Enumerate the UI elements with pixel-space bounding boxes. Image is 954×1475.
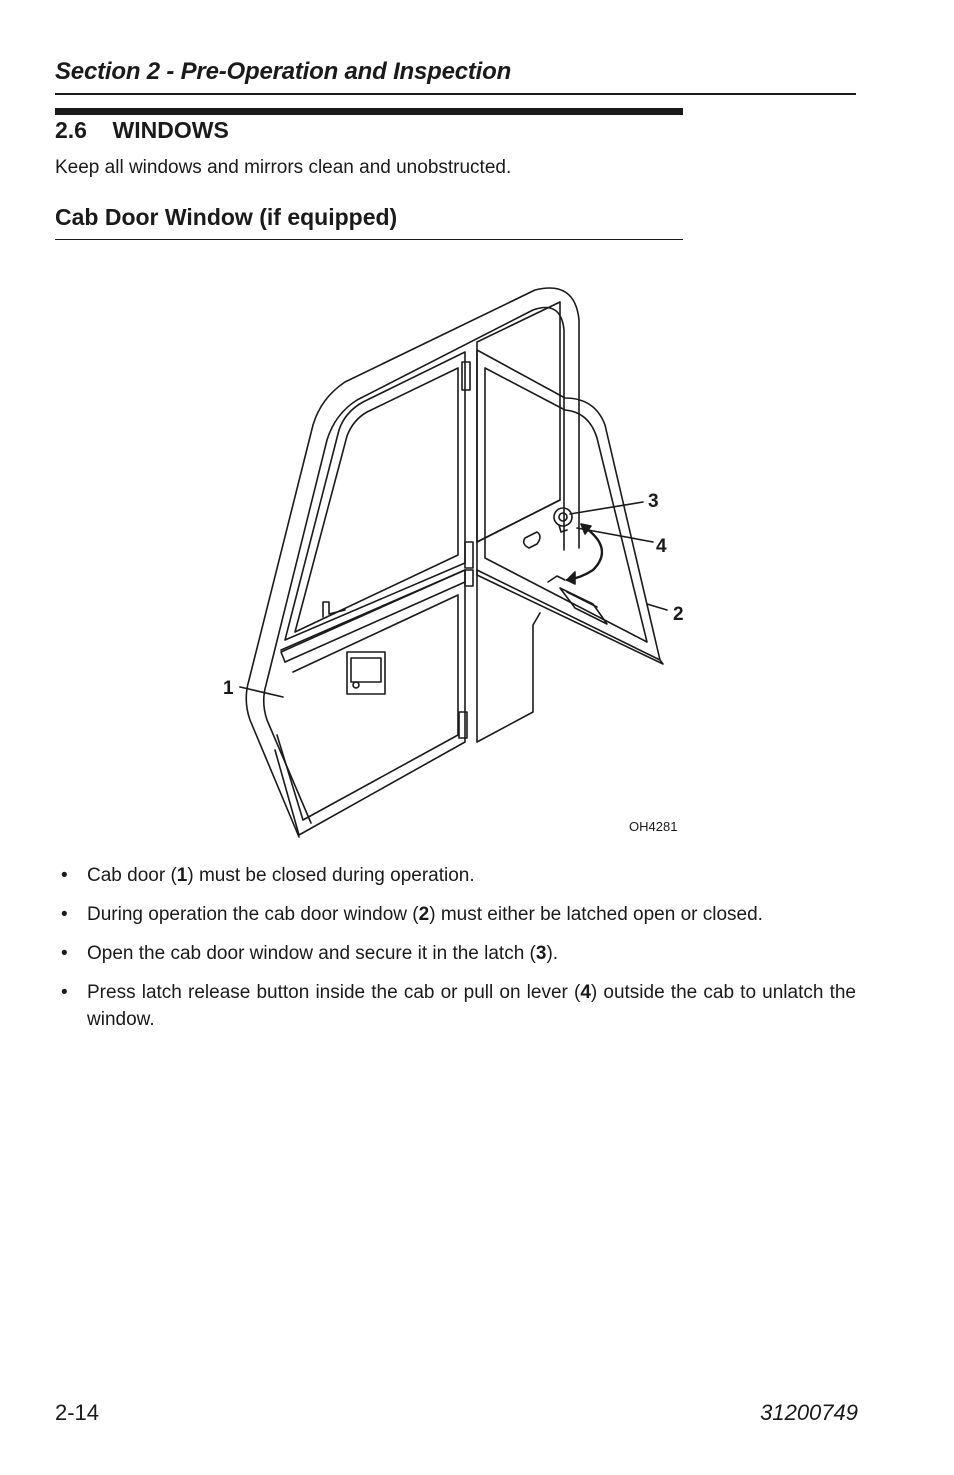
callout-1: 1 — [223, 678, 234, 699]
door-handle-inner — [351, 658, 381, 682]
list-item — [55, 862, 856, 889]
section-number: 2.6 — [55, 117, 87, 143]
bullet-text: ). — [546, 943, 559, 964]
release-arrow-head — [567, 572, 575, 584]
instruction-list — [55, 862, 856, 1045]
section-rule — [55, 108, 683, 115]
figure-id: OH4281 — [629, 819, 678, 834]
bullet-text: Press latch release button inside the cab or pull on lever ( — [87, 982, 581, 1003]
hinge-middle — [465, 542, 473, 568]
door-frame-inner — [264, 308, 564, 824]
bullet-text: During operation the cab door window ( — [87, 904, 419, 925]
list-item — [55, 979, 856, 1033]
callout-ref: 2 — [418, 904, 430, 925]
callout-3: 3 — [648, 491, 659, 512]
bullet-text: ) outside the cab to unlatch the window. — [87, 982, 856, 1030]
subsection-rule — [55, 239, 683, 240]
door-lower-panel-inner — [277, 595, 458, 820]
section-header: Section 2 - Pre-Operation and Inspection — [55, 58, 512, 85]
header-rule — [55, 93, 856, 95]
door-lock-icon — [353, 682, 359, 688]
bullet-text: Cab door ( — [87, 865, 177, 886]
hinge-middle-2 — [465, 570, 473, 586]
door-upper-window-inner — [295, 368, 458, 632]
leader-3 — [570, 502, 643, 514]
section-title — [55, 117, 229, 144]
leader-2 — [647, 604, 667, 610]
bullet-icon: • — [61, 943, 68, 964]
callout-ref: 4 — [580, 982, 591, 1003]
callout-ref: 3 — [535, 943, 547, 964]
cab-window-sill — [477, 500, 560, 542]
bullet-icon: • — [61, 982, 68, 1003]
latch-3-icon — [554, 508, 572, 526]
intro-text: Keep all windows and mirrors clean and unobstructed. — [55, 157, 512, 178]
subsection-title: Cab Door Window (if equipped) — [55, 204, 398, 230]
callout-4: 4 — [656, 536, 667, 557]
callout-2: 2 — [673, 604, 684, 625]
cab-door-figure — [215, 280, 695, 840]
cab-knob — [524, 532, 540, 548]
bullet-text: ) must either be latched open or closed. — [429, 904, 763, 925]
leader-4 — [577, 528, 653, 542]
document-number: 31200749 — [760, 1400, 858, 1425]
latch-3-center — [559, 513, 567, 521]
list-item — [55, 940, 856, 967]
bullet-icon: • — [61, 904, 68, 925]
window-latch-lower — [548, 576, 565, 582]
door-lower-panel — [275, 570, 465, 835]
cab-door-illustration — [215, 280, 695, 840]
page-number: 2-14 — [55, 1400, 100, 1425]
bullet-text: Open the cab door window and secure it in the latch ( — [87, 943, 536, 964]
callout-ref: 1 — [176, 865, 188, 886]
section-title-text: WINDOWS — [112, 117, 229, 143]
window-open-frame — [477, 350, 660, 660]
bullet-text: ) must be closed during operation. — [187, 865, 475, 886]
list-item — [55, 901, 856, 928]
door-upper-window — [285, 352, 465, 640]
hinge-top — [462, 362, 470, 390]
bullet-icon: • — [61, 865, 68, 886]
